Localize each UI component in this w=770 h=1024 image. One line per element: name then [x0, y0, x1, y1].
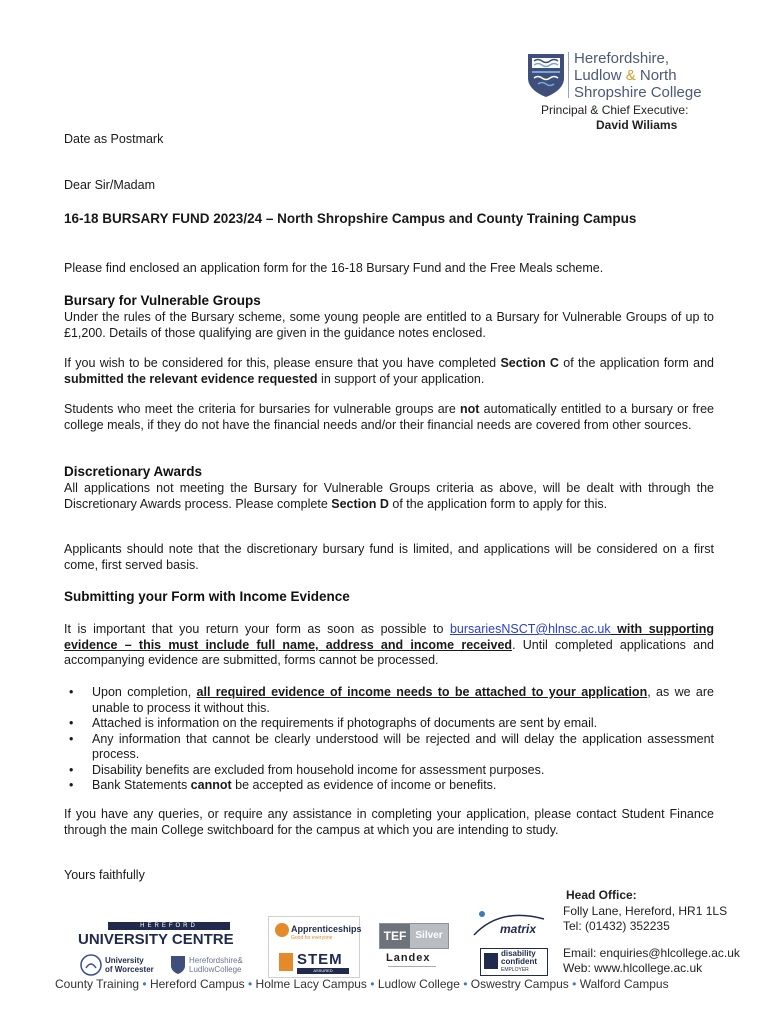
- university-centre-logo: [78, 916, 258, 978]
- uni-worcester-text: University of Worcester: [105, 956, 154, 974]
- campus-item: Ludlow College: [377, 977, 460, 991]
- bullet-icon: •: [69, 685, 74, 699]
- apprenticeships-icon: [275, 923, 289, 937]
- salutation: Dear Sir/Madam: [64, 178, 155, 192]
- principal-label: Principal & Chief Executive:: [541, 103, 689, 117]
- list-item: • Upon completion, all required evidence of income needs to be attached to your application, as we are unable to process it without this.: [69, 685, 714, 715]
- bullet-icon: •: [69, 716, 74, 730]
- discretionary-awards-heading: Discretionary Awards: [64, 464, 203, 479]
- queries-paragraph: If you have any queries, or require any assistance in completing your application, please contact Student Finance through the main College switchboard for the campus at which you are intending to study.: [64, 807, 714, 837]
- letter-title: 16-18 BURSARY FUND 2023/24 – North Shropshire Campus and County Training Campus: [64, 211, 637, 226]
- head-office-tel: Tel: (01432) 352235: [563, 919, 670, 933]
- discretionary-paragraph-2: Applicants should note that the discretionary bursary fund is limited, and applications will be considered on a first come, first served basis.: [64, 542, 714, 572]
- university-centre-text: UNIVERSITY CENTRE: [78, 931, 234, 948]
- list-item: • Attached is information on the requirements if photographs of documents are sent by email.: [69, 716, 598, 730]
- stem-text: STEM: [297, 951, 343, 968]
- campus-item: Walford Campus: [579, 977, 669, 991]
- discretionary-paragraph-1: All applications not meeting the Bursary for Vulnerable Groups criteria as above, will be dealt with through the Discretionary Awards process. Please complete Section D of the application form to apply for this.: [64, 481, 714, 511]
- intro-paragraph: Please find enclosed an application form for the 16-18 Bursary Fund and the Free Meals scheme.: [64, 261, 604, 275]
- campus-list: [55, 977, 695, 992]
- logo-line-1: Herefordshire,: [574, 50, 670, 67]
- bullet-icon: •: [69, 778, 74, 792]
- principal-name: David Wiliams: [596, 118, 678, 132]
- head-office-email: Email: enquiries@hlcollege.ac.uk: [563, 946, 740, 960]
- college-crest-logo: [526, 52, 566, 98]
- landex-underline: [388, 966, 436, 971]
- stem-sub: ASSURED: [297, 968, 349, 974]
- separator-icon: •: [248, 977, 253, 991]
- logo-line-2: Ludlow & North: [574, 67, 677, 84]
- bullet-icon: •: [69, 762, 74, 777]
- stem-icon: [279, 953, 293, 971]
- separator-icon: •: [370, 977, 375, 991]
- bursaries-email-link[interactable]: bursariesNSCT@hlnsc.ac.uk: [449, 622, 611, 636]
- list-item: • Bank Statements cannot be accepted as evidence of income or benefits.: [69, 778, 497, 792]
- worcester-crest-icon: [80, 954, 102, 976]
- list-item: • Disability benefits are excluded from household income for assessment purposes.: [69, 762, 545, 777]
- head-office-address: Folly Lane, Hereford, HR1 1LS: [563, 904, 728, 918]
- apprenticeships-stem-logos: [268, 916, 360, 978]
- apprenticeships-text: Apprenticeships: [291, 924, 362, 934]
- head-office-web: Web: www.hlcollege.ac.uk: [563, 961, 703, 975]
- college-logo-text: [574, 50, 702, 101]
- vulnerable-paragraph-3: Students who meet the criteria for bursaries for vulnerable groups are not automatically entitled to a bursary or free college meals, if they do not have the financial needs and/or their financial needs are covered from other sources.: [64, 402, 714, 432]
- logo-divider: [568, 52, 569, 98]
- logo-line-3: Shropshire College: [574, 84, 702, 101]
- date-line: Date as Postmark: [64, 132, 164, 146]
- submitting-form-heading: Submitting your Form with Income Evidence: [64, 589, 350, 604]
- campus-item: Holme Lacy Campus: [255, 977, 367, 991]
- list-item: • Any information that cannot be clearly understood will be rejected and will delay the application assessment process.: [69, 731, 714, 761]
- vulnerable-paragraph-2: If you wish to be considered for this, please ensure that you have completed Section C of the application form and submitted the relevant evidence requested in support of your application.: [64, 356, 714, 386]
- signoff: Yours faithfully: [64, 868, 145, 882]
- campus-item: Oswestry Campus: [470, 977, 569, 991]
- separator-icon: •: [142, 977, 147, 991]
- separator-icon: •: [463, 977, 468, 991]
- separator-icon: •: [572, 977, 577, 991]
- hlnsc-small-crest-icon: [170, 955, 186, 975]
- matrix-logo: matrix: [500, 922, 537, 936]
- tef-silver-logo: TEF Silver: [379, 923, 449, 949]
- submit-paragraph: It is important that you return your form as soon as possible to bursariesNSCT@hlnsc.ac.uk with supporting evidence – this must include full name, address and income received. Until completed applications and accompanying evidence are submitted, forms cannot be processed.: [64, 622, 714, 667]
- bullet-icon: •: [69, 731, 74, 746]
- disability-confident-logo: disability confident EMPLOYER: [480, 948, 548, 976]
- apprenticeships-sub: Good for everyone: [291, 935, 333, 941]
- hlnsc-small-text: Herefordshire& LudlowCollege: [189, 956, 243, 974]
- campus-item: Hereford Campus: [149, 977, 245, 991]
- campus-item: County Training: [55, 977, 140, 991]
- hereford-label: HEREFORD: [108, 922, 230, 930]
- vulnerable-paragraph-1: Under the rules of the Bursary scheme, some young people are entitled to a Bursary for Vulnerable Groups of up to £1,200. Details of those qualifying are given in the guidance notes enclosed.: [64, 310, 714, 340]
- head-office-title: Head Office:: [566, 888, 637, 902]
- landex-logo: Landex: [386, 952, 431, 964]
- disability-icon: [484, 953, 498, 969]
- vulnerable-groups-heading: Bursary for Vulnerable Groups: [64, 293, 261, 308]
- evidence-bullet-list: [64, 685, 714, 794]
